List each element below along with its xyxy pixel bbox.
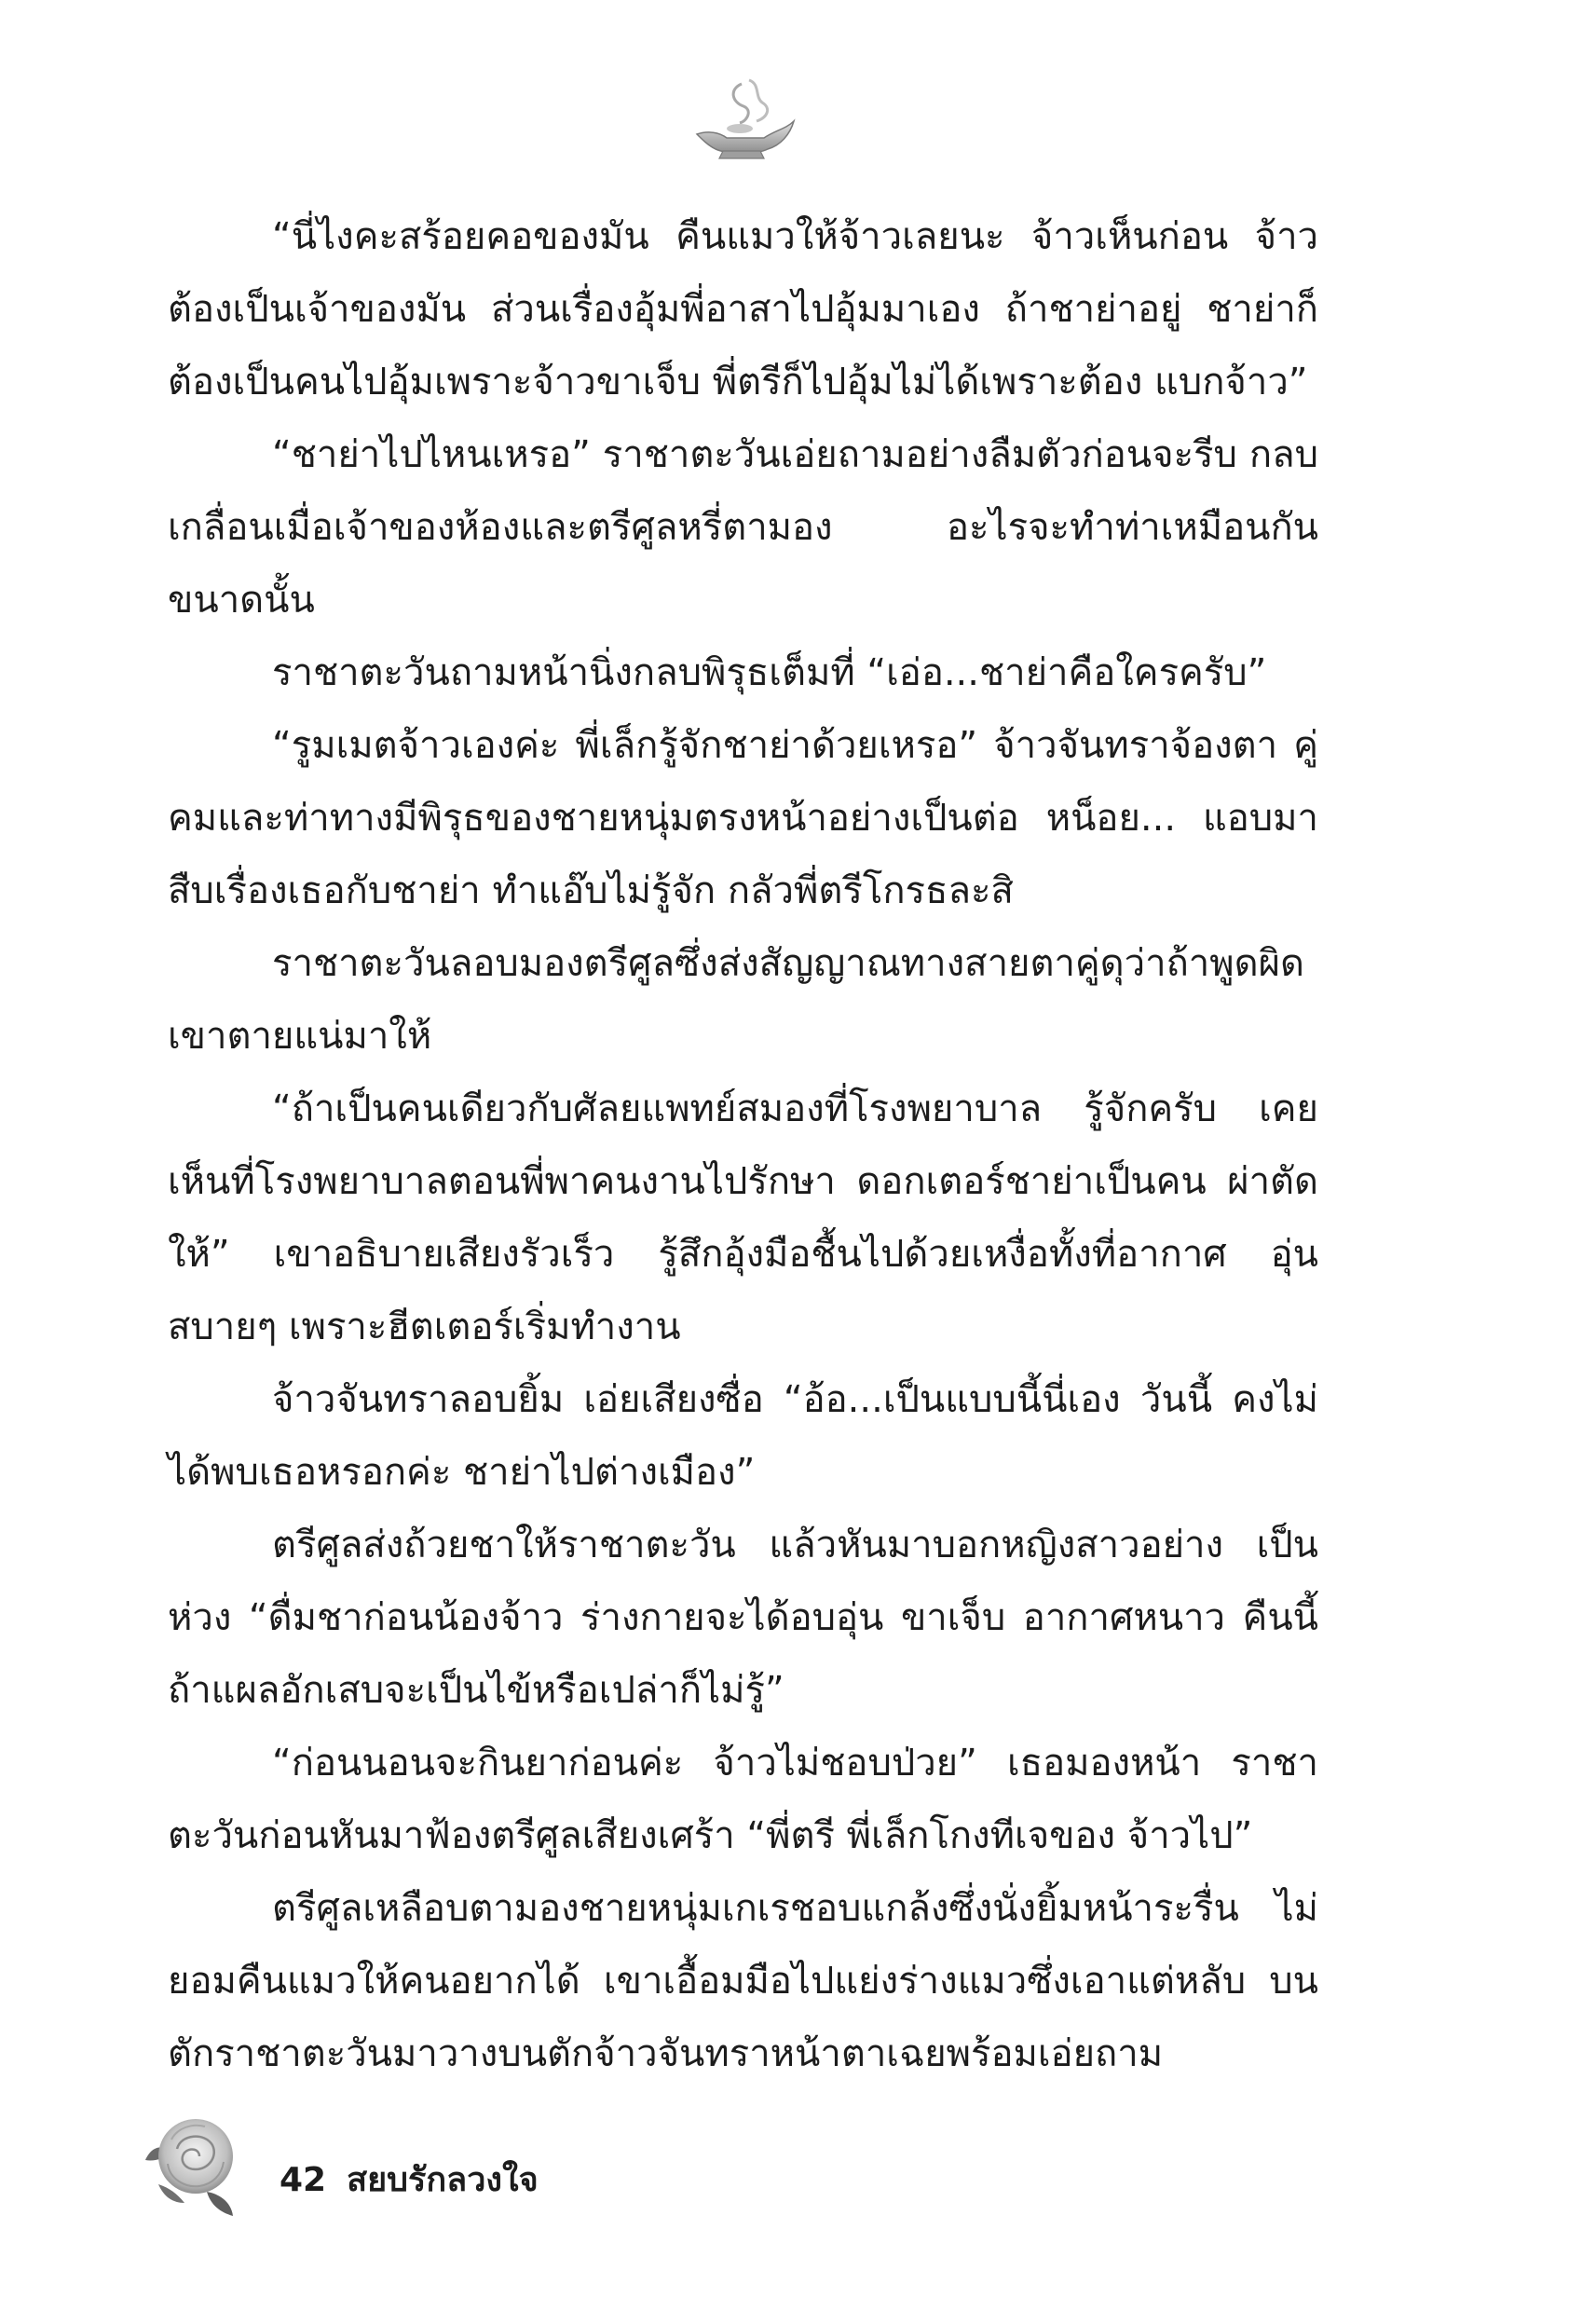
- paragraph: “ถ้าเป็นคนเดียวกับศัลยแพทย์สมองที่โรงพยาบาล รู้จักครับ เคยเห็นที่โรงพยาบาลตอนพี่พาคนงานไปรักษา ดอกเตอร์ชาย่าเป็นคน ผ่าตัดให้” เขาอธิบายเสียงรัวเร็ว รู้สึกอุ้งมือชื้นไปด้วยเหงื่อทั้งที่อากาศ อุ่นสบายๆ เพราะฮีตเตอร์เริ่มทำงาน: [168, 1087, 1318, 1348]
- paragraph: จ้าวจันทราลอบยิ้ม เอ่ยเสียงซื่อ “อ้อ...เป็นแบบนี้นี่เอง วันนี้ คงไม่ได้พบเธอหรอกค่ะ ชาย่าไปต่างเมือง”: [168, 1378, 1318, 1494]
- paragraph: “รูมเมตจ้าวเองค่ะ พี่เล็กรู้จักชาย่าด้วยเหรอ” จ้าวจันทราจ้องตา คู่คมและท่าทางมีพิรุธของชายหนุ่มตรงหน้าอย่างเป็นต่อ หน็อย... แอบมาสืบเรื่องเธอกับชาย่า ทำแอ๊บไม่รู้จัก กลัวพี่ตรีโกรธละสิ: [168, 724, 1318, 912]
- body-text: [168, 200, 1318, 2090]
- paragraph: “ก่อนนอนจะกินยาก่อนค่ะ จ้าวไม่ชอบป่วย” เธอมองหน้า ราชาตะวันก่อนหันมาฟ้องตรีศูลเสียงเศร้า “พี่ตรี พี่เล็กโกงทีเจของ จ้าวไป”: [168, 1742, 1318, 1857]
- paragraph: “ชาย่าไปไหนเหรอ” ราชาตะวันเอ่ยถามอย่างลืมตัวก่อนจะรีบ กลบเกลื่อนเมื่อเจ้าของห้องและตรีศูลหรี่ตามอง อะไรจะทำท่าเหมือนกัน ขนาดนั้น: [168, 433, 1318, 622]
- page-folio: [280, 2153, 539, 2206]
- book-title: สยบรักลวงใจ: [347, 2161, 539, 2199]
- paragraph: “นี่ไงคะสร้อยคอของมัน คืนแมวให้จ้าวเลยนะ จ้าวเห็นก่อน จ้าวต้องเป็นเจ้าของมัน ส่วนเรื่องอุ้มพี่อาสาไปอุ้มมาเอง ถ้าชาย่าอยู่ ชาย่าก็ต้องเป็นคนไปอุ้มเพราะจ้าวขาเจ็บ พี่ตรีก็ไปอุ้มไม่ได้เพราะต้อง แบกจ้าว”: [168, 215, 1318, 403]
- genie-lamp-icon: [688, 76, 799, 162]
- page-footer: [140, 2108, 792, 2220]
- paragraph: ตรีศูลเหลือบตามองชายหนุ่มเกเรชอบแกล้งซึ่งนั่งยิ้มหน้าระรื่น ไม่ยอมคืนแมวให้คนอยากได้ เขาเอื้อมมือไปแย่งร่างแมวซึ่งเอาแต่หลับ บนตักราชาตะวันมาวางบนตักจ้าวจันทราหน้าตาเฉยพร้อมเอ่ยถาม: [168, 1887, 1318, 2075]
- page-number: 42: [280, 2161, 327, 2199]
- paragraph: ราชาตะวันลอบมองตรีศูลซึ่งส่งสัญญาณทางสายตาคู่ดุว่าถ้าพูดผิด เขาตายแน่มาให้: [168, 942, 1305, 1058]
- rose-icon: [140, 2108, 252, 2218]
- paragraph: ราชาตะวันถามหน้านิ่งกลบพิรุธเต็มที่ “เอ่อ...ชาย่าคือใครครับ”: [272, 651, 1267, 694]
- paragraph: ตรีศูลส่งถ้วยชาให้ราชาตะวัน แล้วหันมาบอกหญิงสาวอย่าง เป็นห่วง “ดื่มชาก่อนน้องจ้าว ร่างกายจะได้อบอุ่น ขาเจ็บ อากาศหนาว คืนนี้ถ้าแผลอักเสบจะเป็นไข้หรือเปล่าก็ไม่รู้”: [168, 1524, 1318, 1712]
